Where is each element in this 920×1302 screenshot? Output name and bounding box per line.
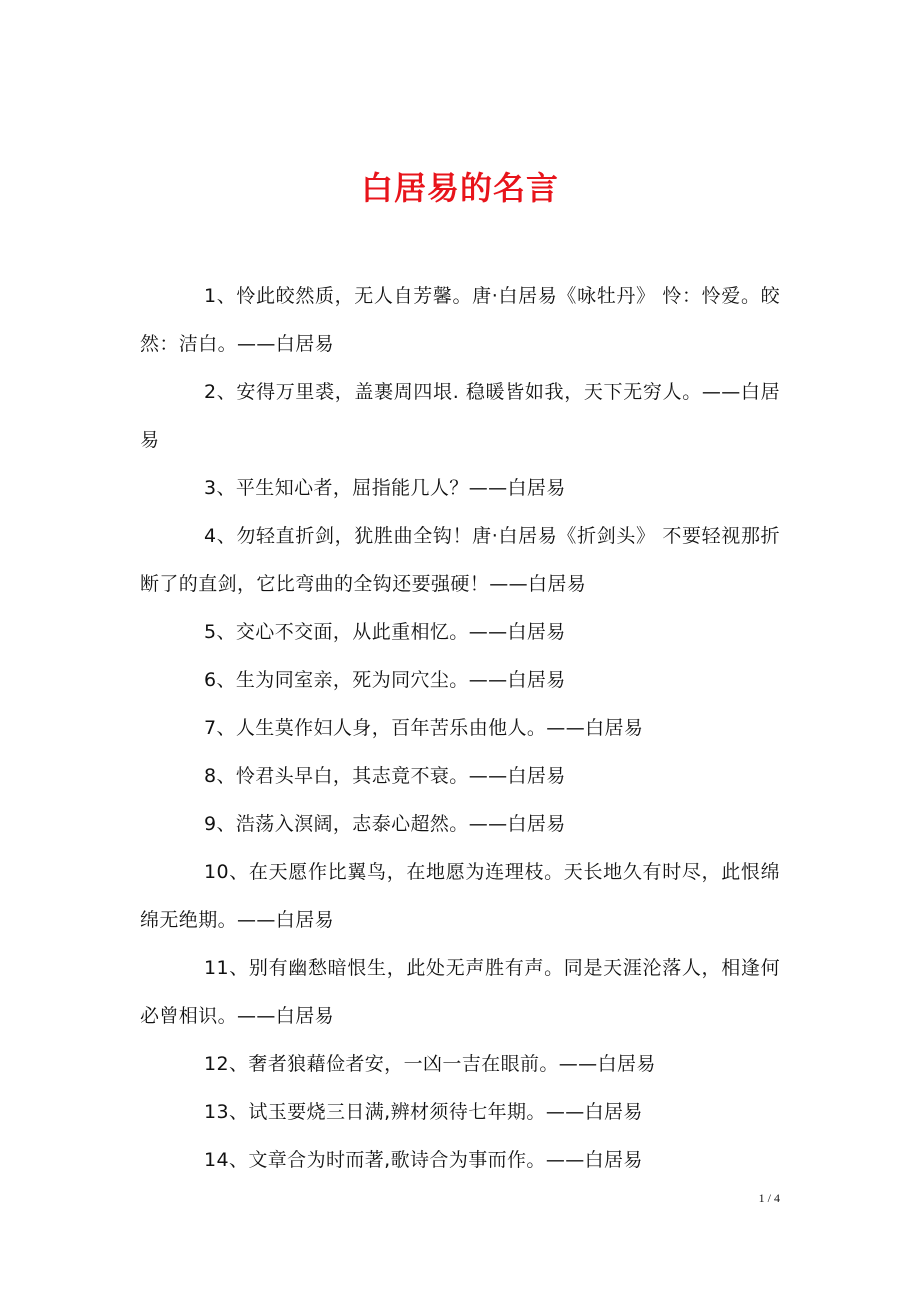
quote-item-7: 7、人生莫作妇人身，百年苦乐由他人。——白居易 [204, 717, 644, 739]
quote-item-5: 5、交心不交面，从此重相忆。——白居易 [204, 621, 566, 643]
quote-item-4: 4、勿轻直折剑，犹胜曲全钩！唐·白居易《折剑头》 不要轻视那折断了的直剑，它比弯曲的全钩还要强硬！——白居易 [140, 525, 780, 595]
page-number: 1 / 4 [758, 1191, 780, 1205]
quote-item-2: 2、安得万里裘，盖裹周四垠. 稳暖皆如我，天下无穷人。——白居易 [140, 381, 780, 451]
quote-item-10: 10、在天愿作比翼鸟，在地愿为连理枝。天长地久有时尽，此恨绵绵无绝期。——白居易 [140, 861, 780, 931]
quote-list [140, 272, 780, 1184]
quote-item-1: 1、怜此皎然质，无人自芳馨。唐·白居易《咏牡丹》 怜：怜爱。皎然：洁白。——白居易 [140, 285, 780, 355]
quote-item-13: 13、试玉要烧三日满,辨材须待七年期。——白居易 [204, 1101, 643, 1123]
quote-item-11: 11、别有幽愁暗恨生，此处无声胜有声。同是天涯沦落人，相逢何必曾相识。——白居易 [140, 957, 780, 1027]
document-title: 白居易的名言 [360, 169, 559, 208]
quote-item-9: 9、浩荡入溟阔，志泰心超然。——白居易 [204, 813, 566, 835]
quote-item-3: 3、平生知心者，屈指能几人？——白居易 [204, 477, 566, 499]
quote-item-14: 14、文章合为时而著,歌诗合为事而作。——白居易 [204, 1149, 643, 1171]
quote-item-8: 8、怜君头早白，其志竟不衰。——白居易 [204, 765, 566, 787]
quote-item-12: 12、奢者狼藉俭者安，一凶一吉在眼前。——白居易 [204, 1053, 656, 1075]
quote-item-6: 6、生为同室亲，死为同穴尘。——白居易 [204, 669, 566, 691]
